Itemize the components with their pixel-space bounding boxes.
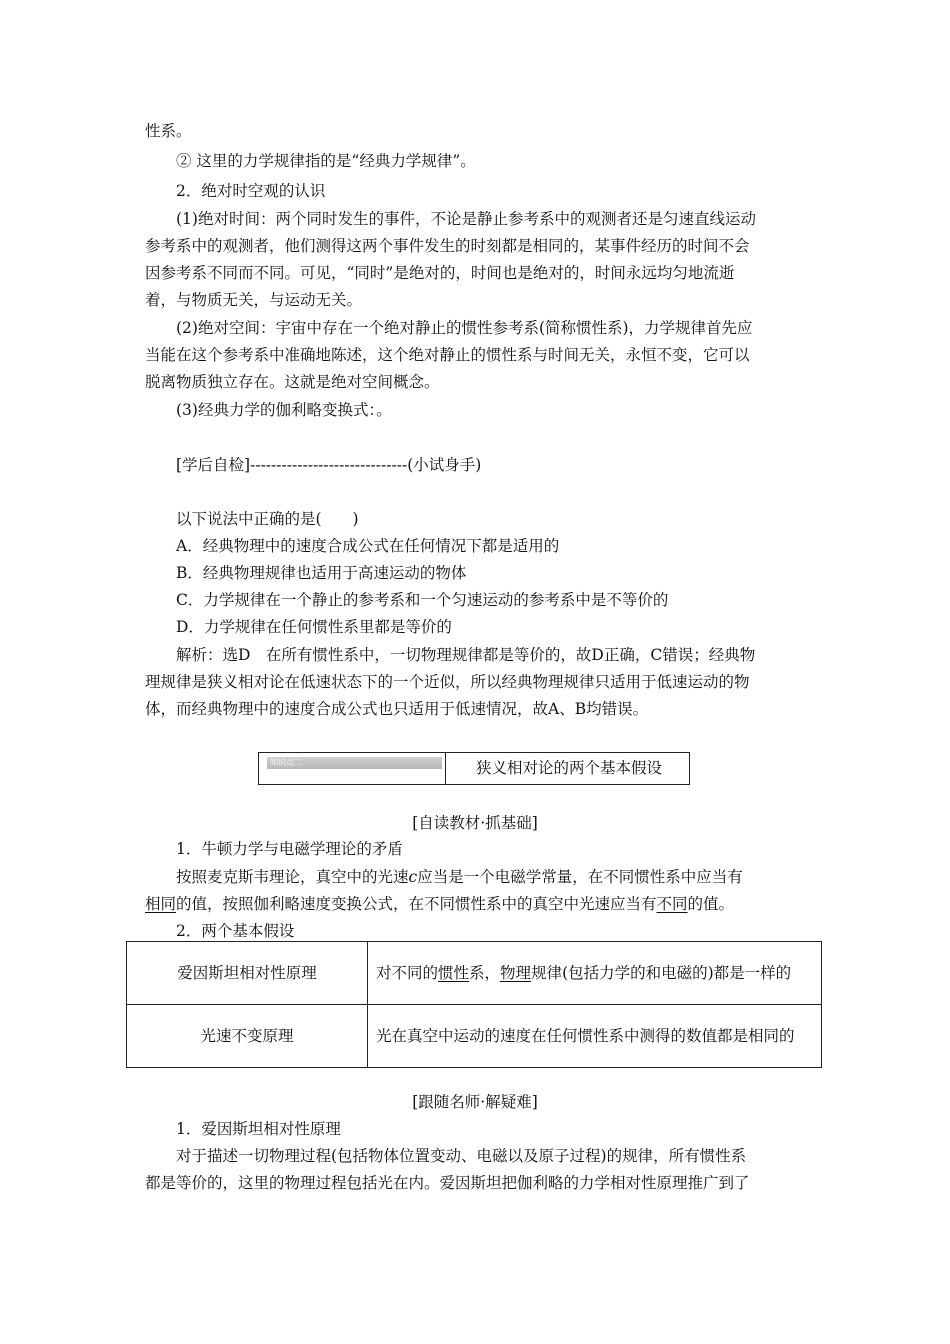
option-a: A．经典物理中的速度合成公式在任何情况下都是适用的 bbox=[176, 537, 560, 555]
subheading: 2．绝对时空观的认识 bbox=[176, 182, 326, 200]
text-line: (2)绝对空间：宇宙中存在一个绝对静止的惯性参考系(简称惯性系)，力学规律首先应 bbox=[176, 319, 753, 337]
table-row bbox=[127, 942, 822, 1005]
subheading: 1．牛顿力学与电磁学理论的矛盾 bbox=[176, 840, 403, 858]
text-line: 着，与物质无关，与运动无关。 bbox=[145, 291, 363, 309]
variable-c: c bbox=[408, 868, 418, 886]
table-cell-name: 爱因斯坦相对性原理 bbox=[127, 942, 368, 1005]
text-segment: 应当是一个电磁学常量，在不同惯性系中应当有 bbox=[417, 868, 743, 886]
postulates-table bbox=[126, 941, 822, 1068]
knowledge-point-box bbox=[258, 752, 690, 785]
text-segment: 系， bbox=[469, 964, 501, 982]
text-line: 参考系中的观测者，他们测得这两个事件发生的时刻都是相同的，某事件经历的时间不会 bbox=[145, 237, 750, 255]
text-line: 当能在这个参考系中准确地陈述，这个绝对静止的惯性系与时间无关，永恒不变，它可以 bbox=[145, 346, 750, 364]
underlined-answer: 不同 bbox=[656, 895, 688, 913]
text-line: 性系。 bbox=[145, 122, 192, 140]
underlined-answer: 惯性 bbox=[438, 964, 470, 982]
subheading: 1．爱因斯坦相对性原理 bbox=[176, 1120, 341, 1138]
table-cell-desc bbox=[368, 942, 822, 1005]
text-segment: 对不同的 bbox=[376, 964, 439, 982]
section-header: [自读教材·抓基础] bbox=[412, 814, 538, 832]
text-line: (1)绝对时间：两个同时发生的事件，不论是静止参考系中的观测者还是匀速直线运动 bbox=[176, 210, 756, 228]
text-line: 脱离物质独立存在。这就是绝对空间概念。 bbox=[145, 373, 440, 391]
knowledge-title: 狭义相对论的两个基本假设 bbox=[476, 759, 663, 777]
text-line: 因参考系不同而不同。可见，“同时”是绝对的，时间也是绝对的，时间永远均匀地流逝 bbox=[145, 264, 735, 282]
text-segment: 规律(包括力学的和电磁的)都是一样的 bbox=[531, 964, 792, 982]
option-c: C．力学规律在一个静止的参考系和一个匀速运动的参考系中是不等价的 bbox=[176, 591, 669, 609]
underlined-answer: 相同 bbox=[145, 895, 177, 913]
table-cell-desc: 光在真空中运动的速度在任何惯性系中测得的数值都是相同的 bbox=[368, 1005, 822, 1068]
text-line: 都是等价的，这里的物理过程包括光在内。爱因斯坦把伽利略的力学相对性原理推广到了 bbox=[145, 1174, 750, 1192]
text-segment: 按照麦克斯韦理论，真空中的光速 bbox=[176, 868, 409, 886]
table-row bbox=[127, 1005, 822, 1068]
knowledge-tag-cell bbox=[259, 753, 446, 784]
selfcheck-header: [学后自检]------------------------------(小试身手) bbox=[176, 456, 482, 474]
underlined-answer: 物理 bbox=[500, 964, 532, 982]
text-line bbox=[145, 891, 734, 917]
text-segment: 的值，按照伽利略速度变换公式，在不同惯性系中的真空中光速应当有 bbox=[176, 895, 657, 913]
text-line: 对于描述一切物理过程(包括物体位置变动、电磁以及原子过程)的规律，所有惯性系 bbox=[176, 1147, 747, 1165]
analysis-line: 体，而经典物理中的速度合成公式也只适用于低速情况，故A、B均错误。 bbox=[145, 700, 649, 718]
text-segment: 的值。 bbox=[687, 895, 735, 913]
analysis-line: 理规律是狭义相对论在低速状态下的一个近似，所以经典物理规律只适用于低速运动的物 bbox=[145, 673, 750, 691]
text-line: ② 这里的力学规律指的是“经典力学规律”。 bbox=[176, 152, 476, 170]
question: 以下说法中正确的是( ) bbox=[176, 510, 359, 528]
subheading: 2．两个基本假设 bbox=[176, 922, 295, 940]
text-line bbox=[176, 864, 743, 890]
section-header: [跟随名师·解疑难] bbox=[412, 1093, 538, 1111]
option-b: B．经典物理规律也适用于高速运动的物体 bbox=[176, 564, 467, 582]
option-d: D．力学规律在任何惯性系里都是等价的 bbox=[176, 618, 452, 636]
knowledge-tag: 知识点二 bbox=[267, 757, 442, 769]
text-line: (3)经典力学的伽利略变换式：。 bbox=[176, 401, 392, 419]
analysis-line: 解析：选D 在所有惯性系中，一切物理规律都是等价的，故D正确，C错误；经典物 bbox=[176, 646, 756, 664]
table-cell-name: 光速不变原理 bbox=[127, 1005, 368, 1068]
